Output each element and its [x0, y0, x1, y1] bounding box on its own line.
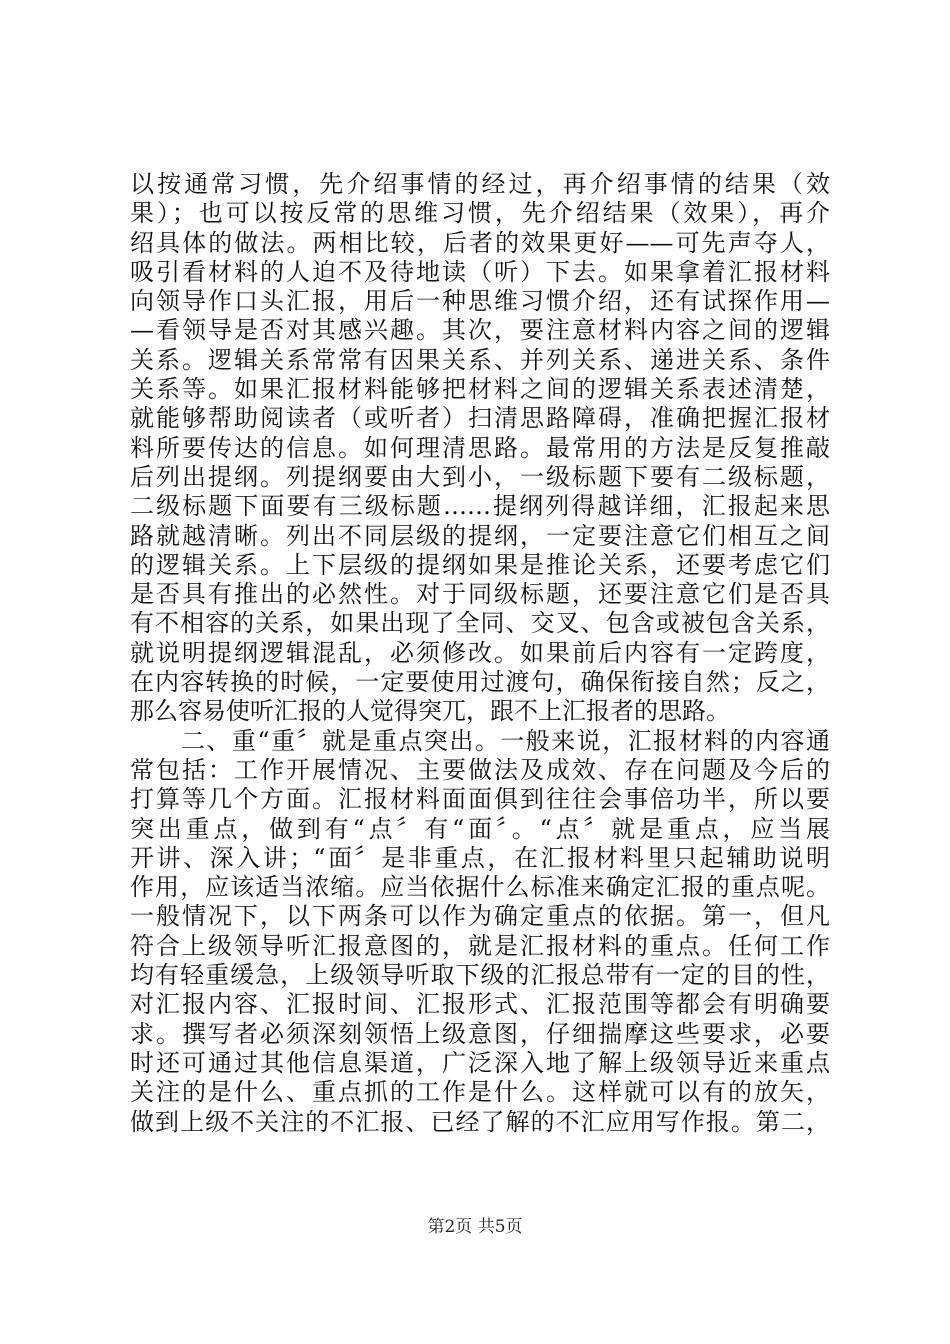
text-line: 关系等。如果汇报材料能够把材料之间的逻辑关系表述清楚， — [130, 375, 830, 404]
text-line: 时还可通过其他信息渠道，广泛深入地了解上级领导近来重点 — [130, 1048, 830, 1077]
text-line: 常包括：工作开展情况、主要做法及成效、存在问题及今后的 — [130, 755, 830, 784]
text-line: 符合上级领导听汇报意图的，就是汇报材料的重点。任何工作 — [130, 931, 830, 960]
text-line: 关注的是什么、重点抓的工作是什么。这样就可以有的放矢， — [130, 1078, 830, 1107]
text-line: 突出重点，做到有“点〞有“面〞。“点〞就是重点，应当展 — [130, 814, 830, 843]
text-line: 路就越清晰。列出不同层级的提纲，一定要注意它们相互之间 — [130, 521, 830, 550]
text-line: 向领导作口头汇报，用后一种思维习惯介绍，还有试探作用— — [130, 287, 830, 316]
text-line: 就能够帮助阅读者（或听者）扫清思路障碍，准确把握汇报材 — [130, 404, 830, 433]
text-line: 均有轻重缓急，上级领导听取下级的汇报总带有一定的目的性， — [130, 961, 830, 990]
text-line: 有不相容的关系，如果出现了全同、交叉、包含或被包含关系， — [130, 609, 830, 638]
text-line: 的逻辑关系。上下层级的提纲如果是推论关系，还要考虑它们 — [130, 550, 830, 579]
text-line: 一般情况下，以下两条可以作为确定重点的依据。第一，但凡 — [130, 902, 830, 931]
text-line: 那么容易使听汇报的人觉得突兀，跟不上汇报者的思路。 — [130, 697, 730, 726]
body-text — [130, 170, 830, 1137]
text-line: 对汇报内容、汇报时间、汇报形式、汇报范围等都会有明确要 — [130, 990, 830, 1019]
text-line: 在内容转换的时候，一定要使用过渡句，确保衔接自然；反之， — [130, 668, 830, 697]
text-line: 果）；也可以按反常的思维习惯，先介绍结果（效果），再介 — [130, 199, 830, 228]
text-line: 打算等几个方面。汇报材料面面俱到往往会事倍功半，所以要 — [130, 785, 830, 814]
paragraph-2 — [130, 727, 830, 1137]
text-line: 二、重“重〞就是重点突出。一般来说，汇报材料的内容通 — [130, 726, 830, 755]
text-line: 求。撰写者必须深刻领悟上级意图，仔细揣摩这些要求，必要 — [130, 1019, 830, 1048]
text-line: 关系。逻辑关系常常有因果关系、并列关系、递进关系、条件 — [130, 345, 830, 374]
page-number: 第2页 共5页 — [427, 1217, 523, 1237]
text-line: 料所要传达的信息。如何理清思路。最常用的方法是反复推敲 — [130, 433, 830, 462]
text-line: 绍具体的做法。两相比较，后者的效果更好——可先声夺人， — [130, 228, 830, 257]
text-line: 就说明提纲逻辑混乱，必须修改。如果前后内容有一定跨度， — [130, 638, 830, 667]
text-line: 开讲、深入讲；“面〞是非重点，在汇报材料里只起辅助说明 — [130, 843, 830, 872]
text-line: 二级标题下面要有三级标题……提纲列得越详细，汇报起来思 — [130, 492, 830, 521]
paragraph-1 — [130, 170, 830, 727]
text-line: —看领导是否对其感兴趣。其次，要注意材料内容之间的逻辑 — [130, 316, 830, 345]
text-line: 做到上级不关注的不汇报、已经了解的不汇应用写作报。第二， — [130, 1107, 830, 1136]
text-line: 作用，应该适当浓缩。应当依据什么标准来确定汇报的重点呢。 — [130, 873, 830, 902]
text-line: 后列出提纲。列提纲要由大到小，一级标题下要有二级标题， — [130, 462, 830, 491]
text-line: 是否具有推出的必然性。对于同级标题，还要注意它们是否具 — [130, 580, 830, 609]
text-line: 以按通常习惯，先介绍事情的经过，再介绍事情的结果（效 — [130, 170, 830, 198]
text-line: 吸引看材料的人迫不及待地读（听）下去。如果拿着汇报材料 — [130, 257, 830, 286]
